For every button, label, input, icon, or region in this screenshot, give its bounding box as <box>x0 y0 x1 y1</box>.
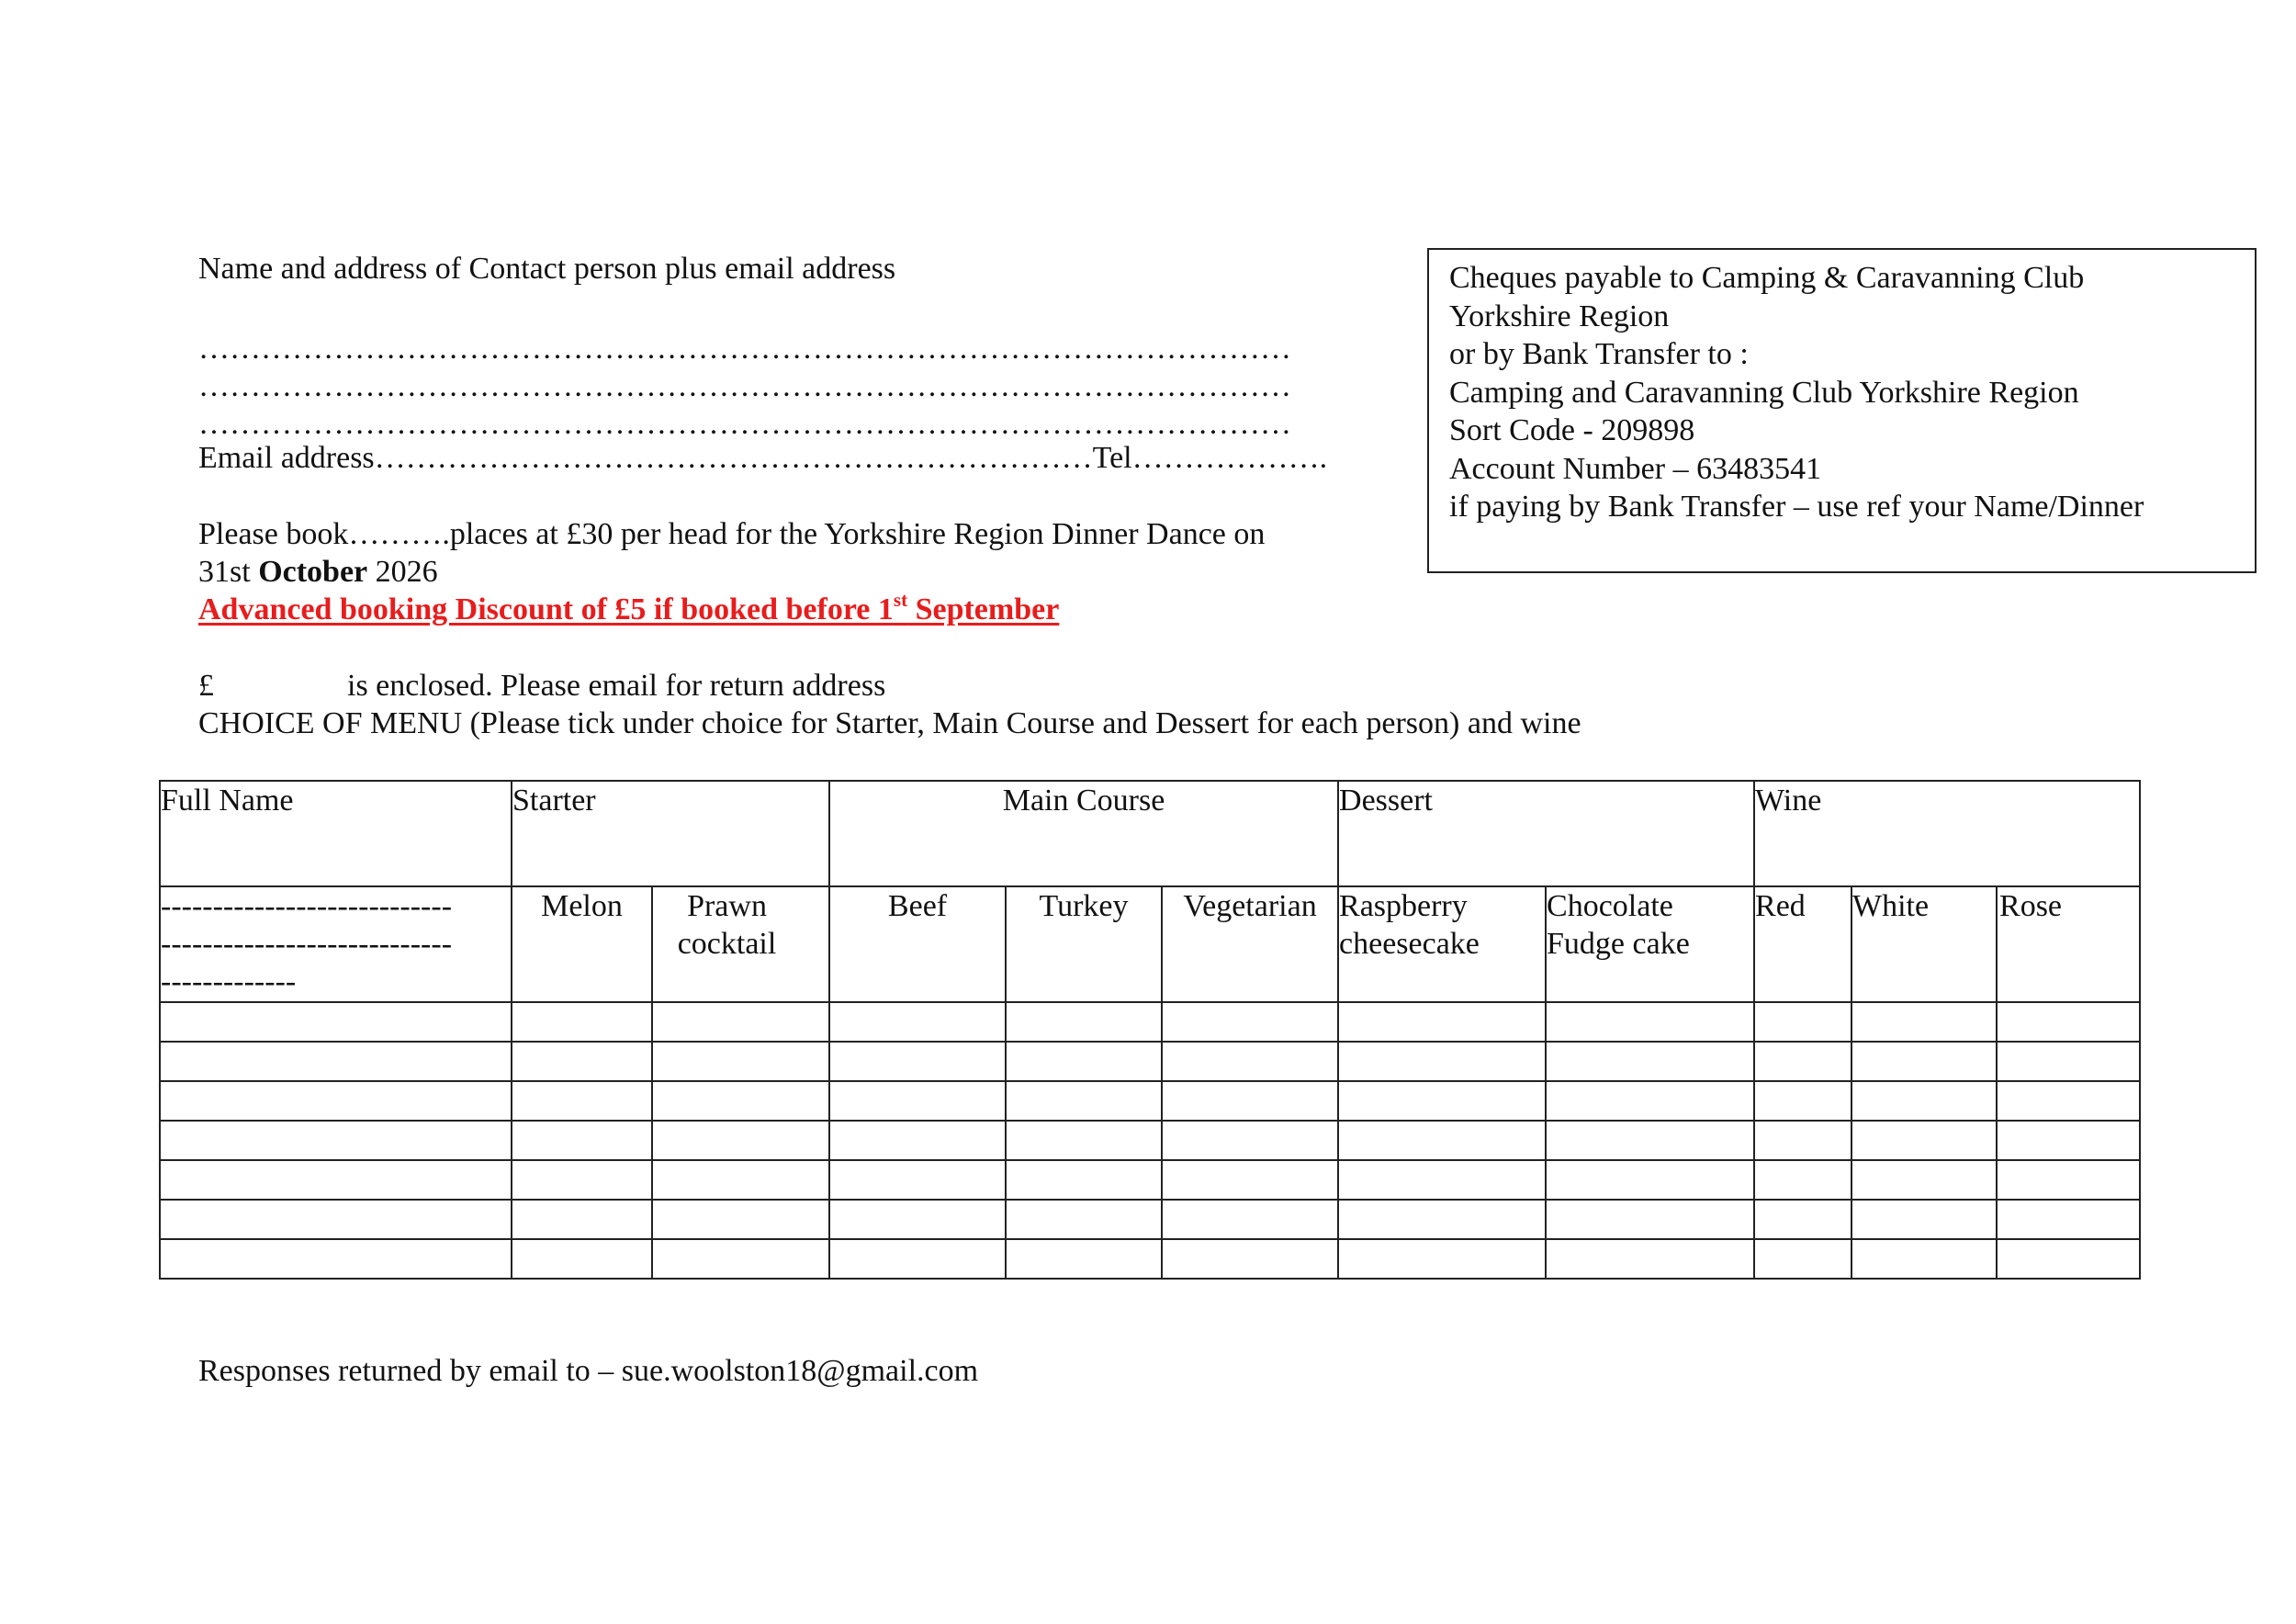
option-red: Red <box>1754 886 1851 1002</box>
option-vegetarian: Vegetarian <box>1162 886 1338 1002</box>
tick-cell[interactable] <box>512 1160 652 1200</box>
tick-cell[interactable] <box>1546 1239 1754 1279</box>
table-row <box>160 1160 2140 1200</box>
tick-cell[interactable] <box>1754 1200 1851 1239</box>
starter-header: Starter <box>512 781 829 886</box>
name-cell[interactable] <box>160 1042 512 1081</box>
tick-cell[interactable] <box>1162 1160 1338 1200</box>
tick-cell[interactable] <box>1338 1042 1546 1081</box>
enclosed-currency: £ <box>198 669 214 703</box>
tick-cell[interactable] <box>652 1160 829 1200</box>
payment-line: Camping and Caravanning Club Yorkshire Region <box>1449 375 2079 410</box>
tick-cell[interactable] <box>1997 1042 2140 1081</box>
tick-cell[interactable] <box>1997 1200 2140 1239</box>
footer-return-email: Responses returned by email to – sue.woolston18@gmail.com <box>198 1354 979 1388</box>
tick-cell[interactable] <box>1754 1160 1851 1200</box>
tick-cell[interactable] <box>829 1081 1006 1121</box>
tick-cell[interactable] <box>1546 1081 1754 1121</box>
tick-cell[interactable] <box>1546 1200 1754 1239</box>
tick-cell[interactable] <box>1546 1121 1754 1160</box>
tick-cell[interactable] <box>1006 1081 1162 1121</box>
tick-cell[interactable] <box>1754 1002 1851 1042</box>
dessert-header: Dessert <box>1338 781 1754 886</box>
table-subheader-row <box>160 886 2140 1002</box>
tick-cell[interactable] <box>1754 1121 1851 1160</box>
tick-cell[interactable] <box>1006 1200 1162 1239</box>
option-prawn-cocktail: Prawn cocktail <box>652 886 829 1002</box>
account-number: Account Number – 63483541 <box>1449 451 1822 486</box>
tick-cell[interactable] <box>1338 1239 1546 1279</box>
tick-cell[interactable] <box>1851 1239 1997 1279</box>
tick-cell[interactable] <box>652 1239 829 1279</box>
discount-text: Advanced booking Discount of £5 if booked before 1 <box>198 592 894 626</box>
tick-cell[interactable] <box>1997 1239 2140 1279</box>
event-year: 2026 <box>375 555 438 589</box>
tick-cell[interactable] <box>1851 1200 1997 1239</box>
tel-label: Tel <box>1092 441 1132 475</box>
tick-cell[interactable] <box>1162 1002 1338 1042</box>
tick-cell[interactable] <box>512 1121 652 1160</box>
tick-cell[interactable] <box>1006 1160 1162 1200</box>
tick-cell[interactable] <box>512 1002 652 1042</box>
tick-cell[interactable] <box>1162 1239 1338 1279</box>
tick-cell[interactable] <box>829 1042 1006 1081</box>
address-line-3[interactable]: …………………………………………………………………………………………… <box>198 407 1291 441</box>
tick-cell[interactable] <box>652 1081 829 1121</box>
tick-cell[interactable] <box>829 1239 1006 1279</box>
email-label: Email address <box>198 441 375 475</box>
tick-cell[interactable] <box>1338 1121 1546 1160</box>
contact-heading: Name and address of Contact person plus email address <box>198 252 896 286</box>
menu-choice-table <box>159 780 2141 1280</box>
tick-cell[interactable] <box>1006 1239 1162 1279</box>
tick-cell[interactable] <box>652 1002 829 1042</box>
full-name-header: Full Name <box>160 781 512 886</box>
book-suffix: places at £30 per head for the Yorkshire Region Dinner Dance on <box>449 517 1266 551</box>
payment-line: Cheques payable to Camping & Caravanning Club <box>1449 261 2085 295</box>
name-placeholder[interactable]: ---------------------------- ---------------------------- ------------- <box>160 886 512 1002</box>
tick-cell[interactable] <box>829 1200 1006 1239</box>
tick-cell[interactable] <box>652 1042 829 1081</box>
event-month: October <box>258 555 368 589</box>
tick-cell[interactable] <box>512 1081 652 1121</box>
payment-line: if paying by Bank Transfer – use ref your Name/Dinner <box>1449 490 2144 524</box>
table-row <box>160 1239 2140 1279</box>
table-row <box>160 1042 2140 1081</box>
tick-cell[interactable] <box>1851 1081 1997 1121</box>
tick-cell[interactable] <box>1851 1002 1997 1042</box>
discount-sup: st <box>893 589 908 611</box>
tick-cell[interactable] <box>1997 1081 2140 1121</box>
tick-cell[interactable] <box>512 1042 652 1081</box>
tick-cell[interactable] <box>1162 1042 1338 1081</box>
table-header-row <box>160 781 2140 886</box>
tick-cell[interactable] <box>829 1121 1006 1160</box>
tick-cell[interactable] <box>1851 1042 1997 1081</box>
option-rose: Rose <box>1997 886 2140 1002</box>
option-raspberry-cheesecake: Raspberry cheesecake <box>1338 886 1546 1002</box>
tick-cell[interactable] <box>1546 1002 1754 1042</box>
enclosed-text: is enclosed. Please email for return address <box>347 669 886 703</box>
tick-cell[interactable] <box>1754 1042 1851 1081</box>
tick-cell[interactable] <box>1546 1160 1754 1200</box>
tick-cell[interactable] <box>1338 1200 1546 1239</box>
tick-cell[interactable] <box>1006 1042 1162 1081</box>
tick-cell[interactable] <box>1338 1160 1546 1200</box>
event-day: 31st <box>198 555 251 589</box>
name-cell[interactable] <box>160 1200 512 1239</box>
main-course-header: Main Course <box>829 781 1338 886</box>
tick-cell[interactable] <box>1162 1121 1338 1160</box>
book-prefix: Please book <box>198 517 349 551</box>
option-white: White <box>1851 886 1997 1002</box>
tick-cell[interactable] <box>829 1160 1006 1200</box>
booking-line-1 <box>198 515 1265 553</box>
tick-cell[interactable] <box>1997 1121 2140 1160</box>
tick-cell[interactable] <box>829 1002 1006 1042</box>
tick-cell[interactable] <box>1338 1081 1546 1121</box>
name-cell[interactable] <box>160 1002 512 1042</box>
payment-line: Yorkshire Region <box>1449 299 1670 333</box>
tick-cell[interactable] <box>1754 1081 1851 1121</box>
menu-instruction: CHOICE OF MENU (Please tick under choice for Starter, Main Course and Dessert for each person) and wine <box>198 706 1581 740</box>
tick-cell[interactable] <box>512 1200 652 1239</box>
tick-cell[interactable] <box>1851 1160 1997 1200</box>
option-beef: Beef <box>829 886 1006 1002</box>
option-chocolate-fudge-cake: Chocolate Fudge cake <box>1546 886 1754 1002</box>
discount-notice <box>198 591 1059 628</box>
name-cell[interactable] <box>160 1121 512 1160</box>
wine-header: Wine <box>1754 781 2140 886</box>
table-row <box>160 1081 2140 1121</box>
address-line-2[interactable]: …………………………………………………………………………………………… <box>198 369 1291 403</box>
payment-line: or by Bank Transfer to : <box>1449 337 1749 371</box>
booking-line-2 <box>198 553 438 591</box>
address-line-1[interactable]: …………………………………………………………………………………………… <box>198 332 1291 366</box>
sort-code: Sort Code - 209898 <box>1449 413 1695 447</box>
tel-field[interactable]: ………………. <box>1131 441 1328 475</box>
option-melon: Melon <box>512 886 652 1002</box>
tick-cell[interactable] <box>1006 1121 1162 1160</box>
option-turkey: Turkey <box>1006 886 1162 1002</box>
tick-cell[interactable] <box>652 1121 829 1160</box>
table-row <box>160 1200 2140 1239</box>
tick-cell[interactable] <box>1338 1002 1546 1042</box>
email-field[interactable]: …………………………………………………………… <box>374 441 1093 475</box>
tick-cell[interactable] <box>1754 1239 1851 1279</box>
tick-cell[interactable] <box>1851 1121 1997 1160</box>
payment-info-box <box>1427 248 2257 573</box>
email-tel-line <box>198 439 1327 477</box>
tick-cell[interactable] <box>1162 1081 1338 1121</box>
table-row <box>160 1121 2140 1160</box>
name-cell[interactable] <box>160 1081 512 1121</box>
tick-cell[interactable] <box>1997 1160 2140 1200</box>
table-row <box>160 1002 2140 1042</box>
tick-cell[interactable] <box>652 1200 829 1239</box>
tick-cell[interactable] <box>1546 1042 1754 1081</box>
discount-end: September <box>907 592 1060 626</box>
tick-cell[interactable] <box>1006 1002 1162 1042</box>
tick-cell[interactable] <box>512 1239 652 1279</box>
name-cell[interactable] <box>160 1160 512 1200</box>
tick-cell[interactable] <box>1162 1200 1338 1239</box>
name-cell[interactable] <box>160 1239 512 1279</box>
places-field[interactable]: ………. <box>348 517 450 551</box>
tick-cell[interactable] <box>1997 1002 2140 1042</box>
